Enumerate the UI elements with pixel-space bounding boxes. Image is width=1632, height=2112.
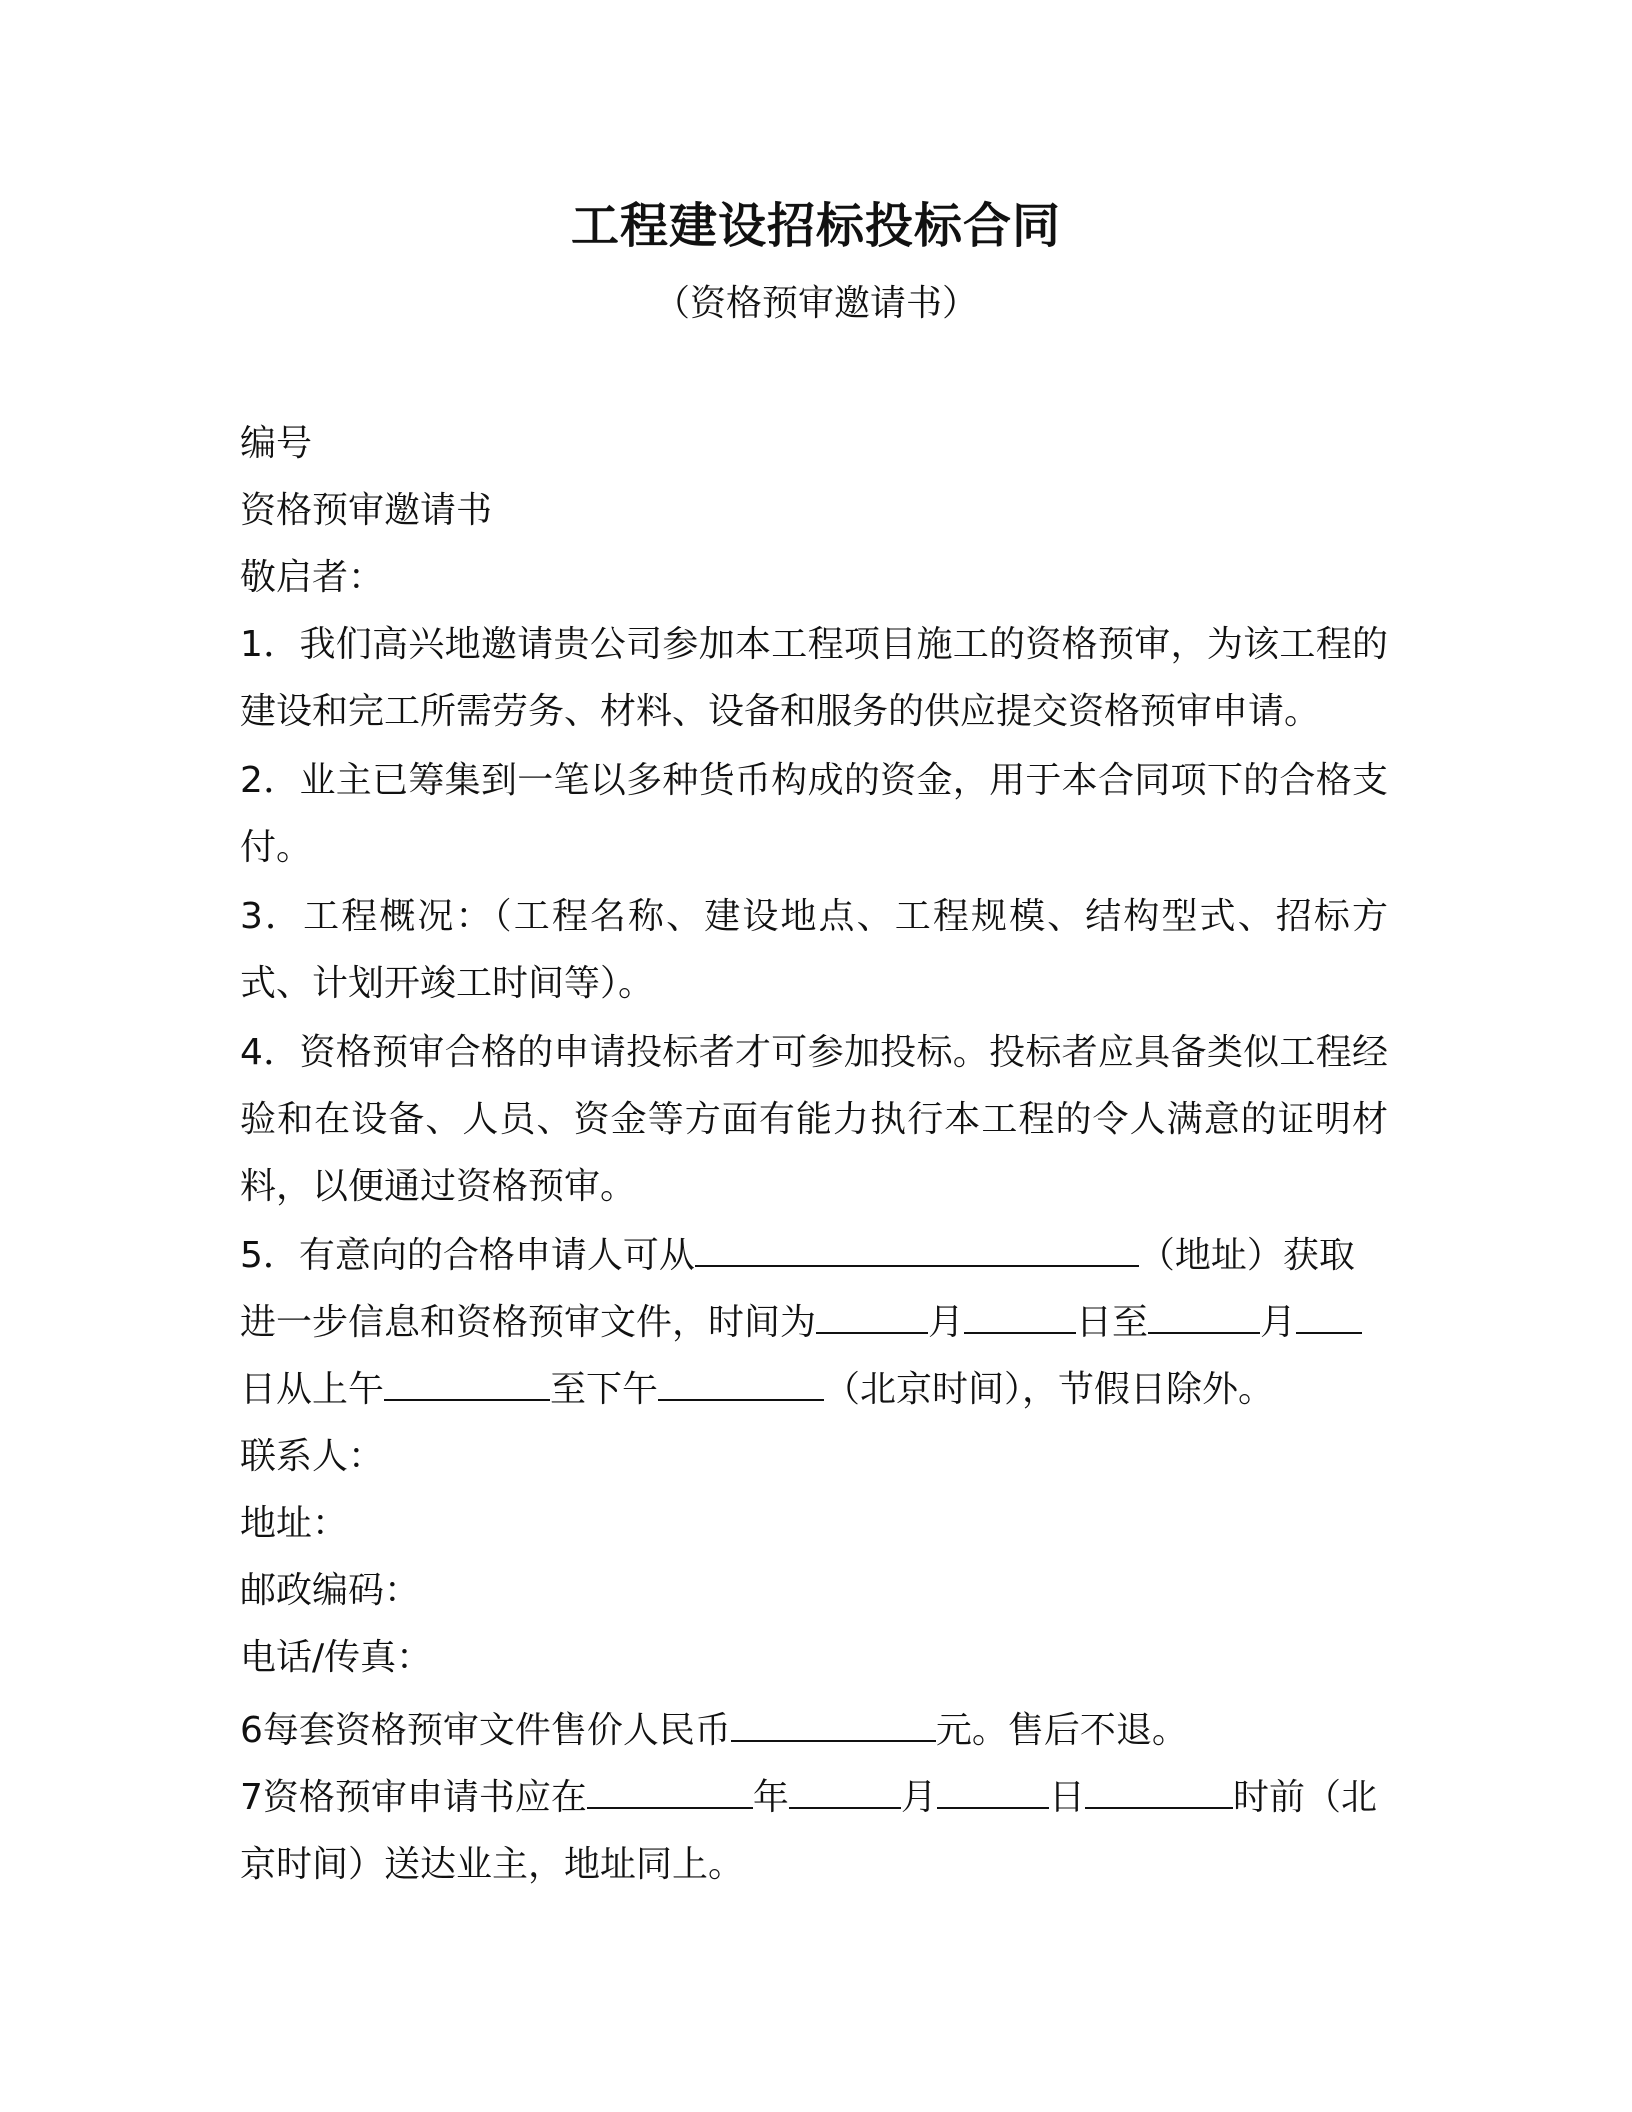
item-7-text-a: 7资格预审申请书应在 [240,1777,587,1818]
postcode-label: 邮政编码： [240,1570,421,1611]
item-7-month: 月 [900,1777,937,1818]
item-5-line-1 [240,1222,1388,1289]
item-7 [240,1764,1388,1898]
item-6-text-b: 元。售后不退。 [935,1710,1188,1751]
item-5 [240,1222,1388,1423]
item-5-month-2: 月 [1260,1302,1297,1343]
deadline-year-blank[interactable] [587,1775,753,1809]
salutation: 敬启者： [240,557,385,598]
deadline-day-blank[interactable] [937,1775,1049,1809]
item-5-text-f: （北京时间），节假日除外。 [824,1369,1275,1410]
document-title: 工程建设招标投标合同 [570,198,1061,254]
item-7-line-1 [240,1764,1388,1831]
number-label: 编号 [240,423,313,464]
document-body [240,410,1388,1898]
item-7-day: 日 [1048,1777,1085,1818]
item-5-text-b: （地址）获取 [1138,1235,1355,1276]
start-day-blank[interactable] [964,1300,1076,1334]
item-7-year: 年 [752,1777,789,1818]
letter-heading: 资格预审邀请书 [240,490,493,531]
item-2: 2．业主已筹集到一笔以多种货币构成的资金，用于本合同项下的合格支付。 [240,760,1388,868]
contact-label: 联系人： [240,1436,385,1477]
price-blank[interactable] [731,1708,936,1742]
item-1: 1．我们高兴地邀请贵公司参加本工程项目施工的资格预审，为该工程的建设和完工所需劳务、材料、设备和服务的供应提交资格预审申请。 [240,624,1388,732]
item-4: 4．资格预审合格的申请投标者才可参加投标。投标者应具备类似工程经验和在设备、人员、资金等方面有能力执行本工程的令人满意的证明材料，以便通过资格预审。 [240,1032,1388,1207]
item-7-line-2: 京时间）送达业主，地址同上。 [240,1844,745,1885]
document-subtitle: （资格预审邀请书） [653,283,978,324]
item-5-text-c: 进一步信息和资格预审文件，时间为 [240,1302,817,1343]
item-6-text-a: 6每套资格预审文件售价人民币 [240,1710,731,1751]
deadline-month-blank[interactable] [789,1775,901,1809]
morning-time-blank[interactable] [384,1367,550,1401]
item-5-text-e: 至下午 [550,1369,659,1410]
item-5-month-1: 月 [928,1302,965,1343]
address-label: 地址： [240,1503,349,1544]
afternoon-time-blank[interactable] [658,1367,824,1401]
end-month-blank[interactable] [1148,1300,1260,1334]
phone-fax-label: 电话/传真： [240,1637,433,1678]
item-3: 3．工程概况：（工程名称、建设地点、工程规模、结构型式、招标方式、计划开竣工时间等）。 [240,896,1388,1004]
start-month-blank[interactable] [816,1300,928,1334]
item-6 [240,1697,1388,1764]
address-blank[interactable] [695,1233,1139,1267]
deadline-hour-blank[interactable] [1085,1775,1233,1809]
end-day-blank[interactable] [1296,1300,1362,1334]
item-5-text-a: 5．有意向的合格申请人可从 [240,1235,695,1276]
item-5-line-2 [240,1289,1388,1356]
item-5-line-3 [240,1356,1388,1423]
item-7-text-b: 时前（北 [1232,1777,1377,1818]
item-5-day-to: 日至 [1076,1302,1149,1343]
item-5-text-d: 日从上午 [240,1369,385,1410]
